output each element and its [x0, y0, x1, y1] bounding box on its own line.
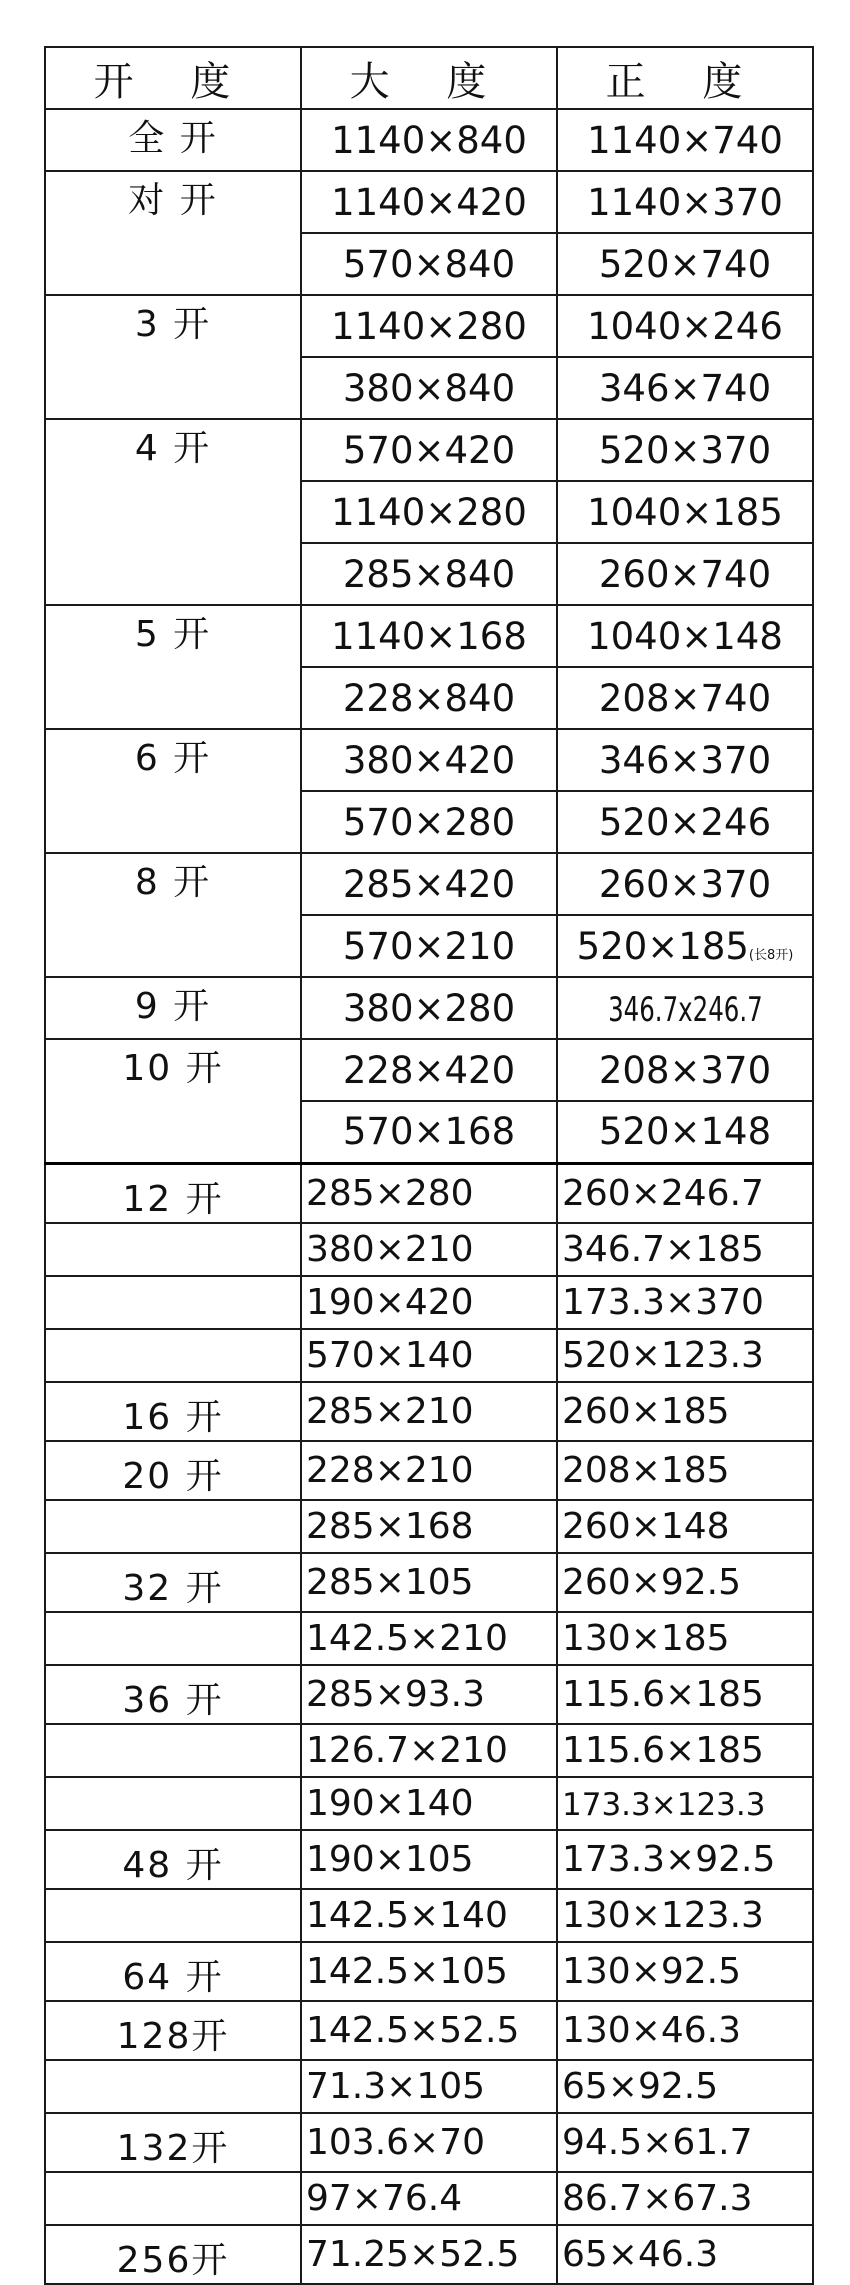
regular-size-cell: 208×740 [557, 667, 813, 729]
large-size-cell: 570×420 [301, 419, 557, 481]
regular-size-cell: 94.5×61.7 [557, 2113, 813, 2172]
large-size-cell: 380×280 [301, 977, 557, 1039]
format-cell: 64 开 [45, 1942, 301, 2001]
table-row [45, 1612, 813, 1665]
format-cell [45, 667, 301, 729]
format-cell [45, 791, 301, 853]
format-cell [45, 1777, 301, 1830]
regular-size-cell: 260×148 [557, 1500, 813, 1553]
large-size-cell: 285×280 [301, 1163, 557, 1223]
table-row [45, 853, 813, 915]
table-row [45, 1500, 813, 1553]
table-row [45, 2060, 813, 2113]
format-cell [45, 233, 301, 295]
regular-size-cell [557, 1777, 813, 1830]
large-size-cell: 570×140 [301, 1329, 557, 1382]
large-size-cell: 570×840 [301, 233, 557, 295]
regular-size-cell: 1140×740 [557, 109, 813, 171]
large-size-cell: 71.3×105 [301, 2060, 557, 2113]
regular-size-cell: 65×92.5 [557, 2060, 813, 2113]
regular-size-cell: 346.7×185 [557, 1223, 813, 1276]
table-row [45, 915, 813, 977]
large-size-cell: 228×420 [301, 1039, 557, 1101]
table-row [45, 109, 813, 171]
regular-size-cell: 130×123.3 [557, 1889, 813, 1942]
large-size-cell: 285×210 [301, 1382, 557, 1441]
large-size-cell: 1140×280 [301, 295, 557, 357]
large-size-cell: 126.7×210 [301, 1724, 557, 1777]
regular-size-cell [557, 977, 813, 1039]
table-row [45, 419, 813, 481]
large-size-cell: 142.5×140 [301, 1889, 557, 1942]
large-size-cell: 1140×168 [301, 605, 557, 667]
regular-size-cell: 115.6×185 [557, 1724, 813, 1777]
header-large-size: 大 度 [301, 47, 557, 109]
table-row [45, 171, 813, 233]
format-cell [45, 1500, 301, 1553]
header-format: 开 度 [45, 47, 301, 109]
regular-size-note: (长8开) [748, 947, 794, 963]
regular-size-value: 173.3×123.3 [562, 1786, 766, 1823]
format-cell: 16 开 [45, 1382, 301, 1441]
header-row [45, 47, 813, 109]
regular-size-cell: 260×246.7 [557, 1163, 813, 1223]
table-row [45, 1163, 813, 1223]
table-row [45, 1329, 813, 1382]
large-size-cell: 190×140 [301, 1777, 557, 1830]
table-row [45, 667, 813, 729]
format-cell [45, 1889, 301, 1942]
paper-size-table [44, 46, 814, 2285]
regular-size-cell: 260×185 [557, 1382, 813, 1441]
format-cell [45, 915, 301, 977]
regular-size-cell [557, 915, 813, 977]
large-size-cell: 97×76.4 [301, 2172, 557, 2225]
format-cell [45, 1329, 301, 1382]
format-cell: 128开 [45, 2001, 301, 2060]
format-cell: 9 开 [45, 977, 301, 1039]
regular-size-cell: 520×370 [557, 419, 813, 481]
format-cell: 6 开 [45, 729, 301, 791]
regular-size-cell: 130×185 [557, 1612, 813, 1665]
table-row [45, 2113, 813, 2172]
table-row [45, 977, 813, 1039]
regular-size-cell: 520×246 [557, 791, 813, 853]
table-row [45, 2225, 813, 2284]
regular-size-cell: 130×92.5 [557, 1942, 813, 2001]
table-row [45, 1889, 813, 1942]
large-size-cell: 228×210 [301, 1441, 557, 1500]
paper-size-table-container [44, 46, 812, 2285]
table-row [45, 295, 813, 357]
regular-size-cell: 346×370 [557, 729, 813, 791]
regular-size-cell: 260×92.5 [557, 1553, 813, 1612]
table-row [45, 791, 813, 853]
format-cell [45, 1223, 301, 1276]
large-size-cell: 71.25×52.5 [301, 2225, 557, 2284]
format-cell: 132开 [45, 2113, 301, 2172]
format-cell [45, 1101, 301, 1163]
table-body [45, 109, 813, 2284]
regular-size-cell: 130×46.3 [557, 2001, 813, 2060]
large-size-cell: 142.5×210 [301, 1612, 557, 1665]
format-cell: 12 开 [45, 1163, 301, 1223]
table-row [45, 1441, 813, 1500]
table-row [45, 2172, 813, 2225]
large-size-cell: 228×840 [301, 667, 557, 729]
format-cell: 48 开 [45, 1830, 301, 1889]
table-row [45, 543, 813, 605]
regular-size-cell: 1040×185 [557, 481, 813, 543]
regular-size-cell: 260×740 [557, 543, 813, 605]
regular-size-cell: 520×148 [557, 1101, 813, 1163]
table-row [45, 1101, 813, 1163]
format-cell: 20 开 [45, 1441, 301, 1500]
large-size-cell: 190×105 [301, 1830, 557, 1889]
table-row [45, 233, 813, 295]
large-size-cell: 285×93.3 [301, 1665, 557, 1724]
format-cell [45, 1612, 301, 1665]
large-size-cell: 285×420 [301, 853, 557, 915]
format-cell [45, 1276, 301, 1329]
table-row [45, 1942, 813, 2001]
format-cell: 8 开 [45, 853, 301, 915]
regular-size-cell: 520×123.3 [557, 1329, 813, 1382]
large-size-cell: 285×840 [301, 543, 557, 605]
table-row [45, 605, 813, 667]
large-size-cell: 570×210 [301, 915, 557, 977]
large-size-cell: 380×420 [301, 729, 557, 791]
header-regular-size: 正 度 [557, 47, 813, 109]
large-size-cell: 570×280 [301, 791, 557, 853]
table-row [45, 1830, 813, 1889]
regular-size-value: 346.7x246.7 [607, 989, 763, 1030]
format-cell: 36 开 [45, 1665, 301, 1724]
regular-size-cell: 208×185 [557, 1441, 813, 1500]
regular-size-cell: 520×740 [557, 233, 813, 295]
large-size-cell: 190×420 [301, 1276, 557, 1329]
format-cell: 32 开 [45, 1553, 301, 1612]
table-row [45, 1724, 813, 1777]
table-row [45, 1382, 813, 1441]
table-row [45, 1223, 813, 1276]
format-cell [45, 2172, 301, 2225]
format-cell: 4 开 [45, 419, 301, 481]
large-size-cell: 1140×280 [301, 481, 557, 543]
regular-size-cell: 1140×370 [557, 171, 813, 233]
format-cell: 3 开 [45, 295, 301, 357]
large-size-cell: 142.5×52.5 [301, 2001, 557, 2060]
regular-size-cell: 65×46.3 [557, 2225, 813, 2284]
table-row [45, 1553, 813, 1612]
format-cell: 5 开 [45, 605, 301, 667]
table-row [45, 1777, 813, 1830]
format-cell: 全 开 [45, 109, 301, 171]
table-row [45, 729, 813, 791]
regular-size-cell: 1040×246 [557, 295, 813, 357]
large-size-cell: 142.5×105 [301, 1942, 557, 2001]
table-row [45, 1665, 813, 1724]
regular-size-cell: 208×370 [557, 1039, 813, 1101]
table-row [45, 481, 813, 543]
table-row [45, 2001, 813, 2060]
format-cell [45, 543, 301, 605]
large-size-cell: 1140×420 [301, 171, 557, 233]
table-row [45, 357, 813, 419]
large-size-cell: 285×105 [301, 1553, 557, 1612]
regular-size-cell: 260×370 [557, 853, 813, 915]
regular-size-cell: 86.7×67.3 [557, 2172, 813, 2225]
format-cell: 对 开 [45, 171, 301, 233]
regular-size-cell: 115.6×185 [557, 1665, 813, 1724]
regular-size-cell: 346×740 [557, 357, 813, 419]
regular-size-cell: 1040×148 [557, 605, 813, 667]
regular-size-cell: 173.3×370 [557, 1276, 813, 1329]
format-cell: 10 开 [45, 1039, 301, 1101]
large-size-cell: 380×210 [301, 1223, 557, 1276]
regular-size-value: 520×185 [576, 924, 749, 968]
format-cell [45, 1724, 301, 1777]
large-size-cell: 570×168 [301, 1101, 557, 1163]
table-row [45, 1276, 813, 1329]
large-size-cell: 1140×840 [301, 109, 557, 171]
large-size-cell: 380×840 [301, 357, 557, 419]
format-cell [45, 357, 301, 419]
format-cell [45, 2060, 301, 2113]
table-row [45, 1039, 813, 1101]
regular-size-cell: 173.3×92.5 [557, 1830, 813, 1889]
large-size-cell: 103.6×70 [301, 2113, 557, 2172]
format-cell [45, 481, 301, 543]
format-cell: 256开 [45, 2225, 301, 2284]
large-size-cell: 285×168 [301, 1500, 557, 1553]
